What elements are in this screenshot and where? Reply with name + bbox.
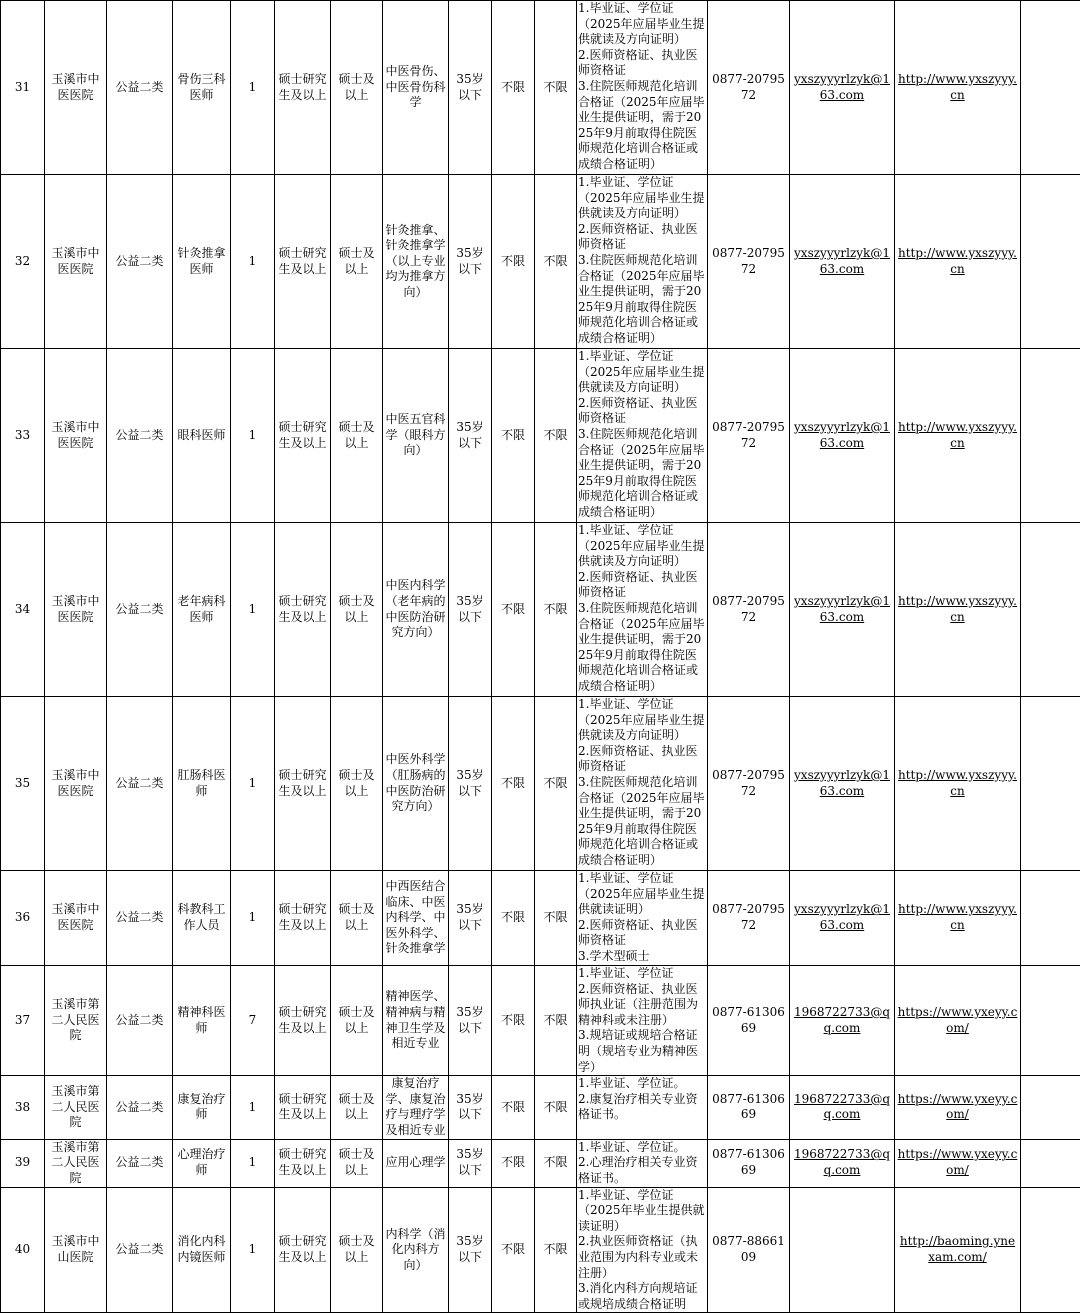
remarks-cell (1021, 1187, 1080, 1313)
condition-cell: 不限 (492, 1076, 535, 1139)
website-link[interactable]: http://www.yxszyyy.cn (895, 871, 1021, 966)
hire-count: 7 (231, 966, 275, 1076)
table-row (1, 523, 1080, 697)
contact-phone: 0877-8866109 (708, 1187, 790, 1313)
unit-category: 公益二类 (107, 349, 173, 523)
degree-requirement: 硕士及以上 (331, 349, 383, 523)
age-requirement: 35岁以下 (449, 1139, 492, 1187)
unit-category: 公益二类 (107, 1187, 173, 1313)
age-requirement: 35岁以下 (449, 871, 492, 966)
requirement-line: 3.住院医师规范化培训合格证（2025年应届毕业生提供证明，需于2025年9月前取得住院医师规范化培训合格证或成绩合格证明） (578, 601, 706, 695)
table-row (1, 1187, 1080, 1313)
degree-requirement: 硕士及以上 (331, 1139, 383, 1187)
website-link[interactable]: http://www.yxszyyy.cn (895, 349, 1021, 523)
position-name: 科教科工作人员 (173, 871, 231, 966)
education-requirement: 硕士研究生及以上 (275, 1139, 331, 1187)
condition-cell: 不限 (535, 523, 577, 697)
education-requirement: 硕士研究生及以上 (275, 871, 331, 966)
contact-phone: 0877-2079572 (708, 175, 790, 349)
condition-cell: 不限 (492, 1, 535, 175)
age-requirement: 35岁以下 (449, 697, 492, 871)
position-name: 消化内科内镜医师 (173, 1187, 231, 1313)
remarks-cell (1021, 523, 1080, 697)
position-name: 老年病科医师 (173, 523, 231, 697)
other-requirements (577, 1076, 708, 1139)
row-number: 39 (1, 1139, 45, 1187)
requirement-line: 1.毕业证、学位证 (578, 349, 706, 365)
requirement-line: 1.毕业证、学位证。 (578, 1140, 706, 1156)
hire-count: 1 (231, 1139, 275, 1187)
unit-category: 公益二类 (107, 966, 173, 1076)
unit-name: 玉溪市中医医院 (45, 523, 107, 697)
hire-count: 1 (231, 1187, 275, 1313)
major-requirement: 中医骨伤、中医骨伤科学 (383, 1, 449, 175)
contact-email[interactable]: 1968722733@qq.com (790, 1076, 895, 1139)
education-requirement: 硕士研究生及以上 (275, 349, 331, 523)
remarks-cell (1021, 175, 1080, 349)
remarks-cell (1021, 349, 1080, 523)
age-requirement: 35岁以下 (449, 1, 492, 175)
requirement-line: 1.毕业证、学位证 (578, 1, 706, 17)
condition-cell: 不限 (535, 349, 577, 523)
unit-category: 公益二类 (107, 1139, 173, 1187)
requirement-line: 2.医师资格证、执业医师执业证（注册范围为精神科或未注册） (578, 982, 706, 1029)
condition-cell: 不限 (492, 871, 535, 966)
contact-phone: 0877-6130669 (708, 966, 790, 1076)
requirement-line: 3.住院医师规范化培训合格证（2025年应届毕业生提供证明，需于2025年9月前取得住院医师规范化培训合格证或成绩合格证明） (578, 775, 706, 869)
contact-phone: 0877-2079572 (708, 523, 790, 697)
condition-cell: 不限 (492, 349, 535, 523)
contact-phone: 0877-2079572 (708, 1, 790, 175)
degree-requirement: 硕士及以上 (331, 175, 383, 349)
major-requirement: 应用心理学 (383, 1139, 449, 1187)
hire-count: 1 (231, 1, 275, 175)
position-name: 肛肠科医师 (173, 697, 231, 871)
requirement-line: 3.住院医师规范化培训合格证（2025年应届毕业生提供证明，需于2025年9月前取得住院医师规范化培训合格证或成绩合格证明） (578, 427, 706, 521)
position-name: 眼科医师 (173, 349, 231, 523)
website-link[interactable]: https://www.yxeyy.com/ (895, 966, 1021, 1076)
unit-name: 玉溪市中医医院 (45, 349, 107, 523)
position-name: 精神科医师 (173, 966, 231, 1076)
condition-cell: 不限 (535, 175, 577, 349)
table-body (1, 1, 1080, 1313)
requirement-line: 2.医师资格证、执业医师资格证 (578, 744, 706, 775)
table-row (1, 871, 1080, 966)
education-requirement: 硕士研究生及以上 (275, 523, 331, 697)
table-row (1, 1139, 1080, 1187)
other-requirements (577, 1, 708, 175)
major-requirement: 中医内科学（老年病的中医防治研究方向） (383, 523, 449, 697)
condition-cell: 不限 (492, 175, 535, 349)
row-number: 38 (1, 1076, 45, 1139)
contact-email[interactable]: 1968722733@qq.com (790, 1139, 895, 1187)
condition-cell: 不限 (535, 966, 577, 1076)
other-requirements (577, 175, 708, 349)
table-row (1, 175, 1080, 349)
remarks-cell (1021, 871, 1080, 966)
remarks-cell (1021, 1076, 1080, 1139)
condition-cell: 不限 (535, 1187, 577, 1313)
education-requirement: 硕士研究生及以上 (275, 1076, 331, 1139)
degree-requirement: 硕士及以上 (331, 1187, 383, 1313)
requirement-line: 2.医师资格证、执业医师资格证 (578, 48, 706, 79)
contact-email[interactable]: yxszyyyrlzyk@163.com (790, 871, 895, 966)
website-link[interactable]: https://www.yxeyy.com/ (895, 1139, 1021, 1187)
row-number: 40 (1, 1187, 45, 1313)
unit-name: 玉溪市第二人民医院 (45, 1076, 107, 1139)
row-number: 34 (1, 523, 45, 697)
unit-name: 玉溪市中医医院 (45, 1, 107, 175)
unit-category: 公益二类 (107, 1076, 173, 1139)
requirement-line: （2025年应届毕业生提供就读及方向证明） (578, 17, 706, 48)
unit-name: 玉溪市中医医院 (45, 871, 107, 966)
requirement-line: 1.毕业证、学位证 (578, 1188, 706, 1204)
condition-cell: 不限 (492, 697, 535, 871)
education-requirement: 硕士研究生及以上 (275, 697, 331, 871)
table-row (1, 1076, 1080, 1139)
remarks-cell (1021, 1, 1080, 175)
age-requirement: 35岁以下 (449, 523, 492, 697)
requirement-line: 1.毕业证、学位证 (578, 523, 706, 539)
condition-cell: 不限 (492, 523, 535, 697)
unit-category: 公益二类 (107, 871, 173, 966)
condition-cell: 不限 (535, 1139, 577, 1187)
contact-phone: 0877-6130669 (708, 1139, 790, 1187)
requirement-line: （2025年应届毕业生提供就读及方向证明） (578, 191, 706, 222)
unit-name: 玉溪市第二人民医院 (45, 966, 107, 1076)
condition-cell: 不限 (492, 1187, 535, 1313)
contact-email[interactable]: yxszyyyrlzyk@163.com (790, 175, 895, 349)
requirement-line: （2025年毕业生提供就读证明） (578, 1203, 706, 1234)
requirement-line: 2.医师资格证、执业医师资格证 (578, 222, 706, 253)
website-link[interactable]: http://www.yxszyyy.cn (895, 1, 1021, 175)
other-requirements (577, 1187, 708, 1313)
condition-cell: 不限 (535, 1, 577, 175)
requirement-line: 3.学术型硕士 (578, 949, 706, 965)
education-requirement: 硕士研究生及以上 (275, 1187, 331, 1313)
requirement-line: 3.规培证或规培合格证明（规培专业为精神医学） (578, 1028, 706, 1075)
table-row (1, 697, 1080, 871)
hire-count: 1 (231, 1076, 275, 1139)
unit-category: 公益二类 (107, 697, 173, 871)
hire-count: 1 (231, 349, 275, 523)
row-number: 37 (1, 966, 45, 1076)
requirement-line: 3.住院医师规范化培训合格证（2025年应届毕业生提供证明，需于2025年9月前取得住院医师规范化培训合格证或成绩合格证明） (578, 253, 706, 347)
degree-requirement: 硕士及以上 (331, 871, 383, 966)
major-requirement: 中医五官科学（眼科方向） (383, 349, 449, 523)
hire-count: 1 (231, 871, 275, 966)
requirement-line: （2025年应届毕业生提供就读及方向证明） (578, 713, 706, 744)
position-name: 骨伤三科医师 (173, 1, 231, 175)
age-requirement: 35岁以下 (449, 1076, 492, 1139)
website-link[interactable]: http://www.yxszyyy.cn (895, 697, 1021, 871)
unit-category: 公益二类 (107, 175, 173, 349)
contact-email[interactable]: yxszyyyrlzyk@163.com (790, 349, 895, 523)
requirement-line: （2025年应届毕业生提供就读及方向证明） (578, 365, 706, 396)
contact-phone: 0877-2079572 (708, 697, 790, 871)
unit-name: 玉溪市中山医院 (45, 1187, 107, 1313)
requirement-line: 2.医师资格证、执业医师资格证 (578, 570, 706, 601)
contact-phone: 0877-2079572 (708, 349, 790, 523)
other-requirements (577, 697, 708, 871)
row-number: 31 (1, 1, 45, 175)
hire-count: 1 (231, 523, 275, 697)
age-requirement: 35岁以下 (449, 175, 492, 349)
degree-requirement: 硕士及以上 (331, 697, 383, 871)
row-number: 32 (1, 175, 45, 349)
major-requirement: 中医外科学（肛肠病的中医防治研究方向） (383, 697, 449, 871)
requirement-line: 2.医师资格证、执业医师资格证 (578, 918, 706, 949)
major-requirement: 精神医学、精神病与精神卫生学及相近专业 (383, 966, 449, 1076)
major-requirement: 内科学（消化内科方向） (383, 1187, 449, 1313)
degree-requirement: 硕士及以上 (331, 1076, 383, 1139)
website-link[interactable]: http://www.yxszyyy.cn (895, 523, 1021, 697)
other-requirements (577, 1139, 708, 1187)
contact-phone: 0877-2079572 (708, 871, 790, 966)
position-name: 康复治疗师 (173, 1076, 231, 1139)
contact-email[interactable]: 1968722733@qq.com (790, 966, 895, 1076)
age-requirement: 35岁以下 (449, 1187, 492, 1313)
row-number: 36 (1, 871, 45, 966)
requirement-line: （2025年应届毕业生提供就读及方向证明） (578, 539, 706, 570)
requirement-line: 2.医师资格证、执业医师资格证 (578, 396, 706, 427)
other-requirements (577, 871, 708, 966)
unit-category: 公益二类 (107, 1, 173, 175)
requirement-line: 3.消化内科方向规培证或规培成绩合格证明 (578, 1281, 706, 1312)
row-number: 35 (1, 697, 45, 871)
requirement-line: 2.执业医师资格证（执业范围为内科专业或未注册） (578, 1234, 706, 1281)
contact-email[interactable]: yxszyyyrlzyk@163.com (790, 523, 895, 697)
requirement-line: （2025年应届毕业生提供就读证明） (578, 887, 706, 918)
remarks-cell (1021, 966, 1080, 1076)
unit-name: 玉溪市第二人民医院 (45, 1139, 107, 1187)
table-row (1, 1, 1080, 175)
requirement-line: 1.毕业证、学位证 (578, 966, 706, 982)
age-requirement: 35岁以下 (449, 349, 492, 523)
row-number: 33 (1, 349, 45, 523)
website-link[interactable]: https://www.yxeyy.com/ (895, 1076, 1021, 1139)
requirement-line: 2.康复治疗相关专业资格证书。 (578, 1092, 706, 1123)
requirement-line: 1.毕业证、学位证 (578, 697, 706, 713)
degree-requirement: 硕士及以上 (331, 523, 383, 697)
major-requirement: 中西医结合临床、中医内科学、中医外科学、针灸推拿学 (383, 871, 449, 966)
contact-email[interactable]: yxszyyyrlzyk@163.com (790, 1, 895, 175)
requirement-line: 2.心理治疗相关专业资格证书。 (578, 1155, 706, 1186)
website-link[interactable]: http://www.yxszyyy.cn (895, 175, 1021, 349)
other-requirements (577, 966, 708, 1076)
hire-count: 1 (231, 697, 275, 871)
contact-phone: 0877-6130669 (708, 1076, 790, 1139)
remarks-cell (1021, 1139, 1080, 1187)
condition-cell: 不限 (492, 1139, 535, 1187)
remarks-cell (1021, 697, 1080, 871)
table-row (1, 349, 1080, 523)
unit-category: 公益二类 (107, 523, 173, 697)
requirement-line: 1.毕业证、学位证 (578, 871, 706, 887)
unit-name: 玉溪市中医医院 (45, 175, 107, 349)
education-requirement: 硕士研究生及以上 (275, 966, 331, 1076)
requirement-line: 1.毕业证、学位证 (578, 175, 706, 191)
unit-name: 玉溪市中医医院 (45, 697, 107, 871)
major-requirement: 康复治疗学、康复治疗与理疗学及相近专业 (383, 1076, 449, 1139)
condition-cell: 不限 (535, 1076, 577, 1139)
contact-email[interactable] (790, 1187, 895, 1313)
condition-cell: 不限 (535, 871, 577, 966)
age-requirement: 35岁以下 (449, 966, 492, 1076)
contact-email[interactable]: yxszyyyrlzyk@163.com (790, 697, 895, 871)
other-requirements (577, 523, 708, 697)
position-name: 心理治疗师 (173, 1139, 231, 1187)
degree-requirement: 硕士及以上 (331, 1, 383, 175)
condition-cell: 不限 (492, 966, 535, 1076)
education-requirement: 硕士研究生及以上 (275, 1, 331, 175)
table-row (1, 966, 1080, 1076)
requirement-line: 1.毕业证、学位证。 (578, 1076, 706, 1092)
degree-requirement: 硕士及以上 (331, 966, 383, 1076)
education-requirement: 硕士研究生及以上 (275, 175, 331, 349)
requirement-line: 3.住院医师规范化培训合格证（2025年应届毕业生提供证明，需于2025年9月前取得住院医师规范化培训合格证或成绩合格证明） (578, 79, 706, 173)
website-link[interactable]: http://baoming.ynexam.com/ (895, 1187, 1021, 1313)
position-name: 针灸推拿医师 (173, 175, 231, 349)
other-requirements (577, 349, 708, 523)
hire-count: 1 (231, 175, 275, 349)
condition-cell: 不限 (535, 697, 577, 871)
major-requirement: 针灸推拿、针灸推拿学（以上专业均为推拿方向） (383, 175, 449, 349)
